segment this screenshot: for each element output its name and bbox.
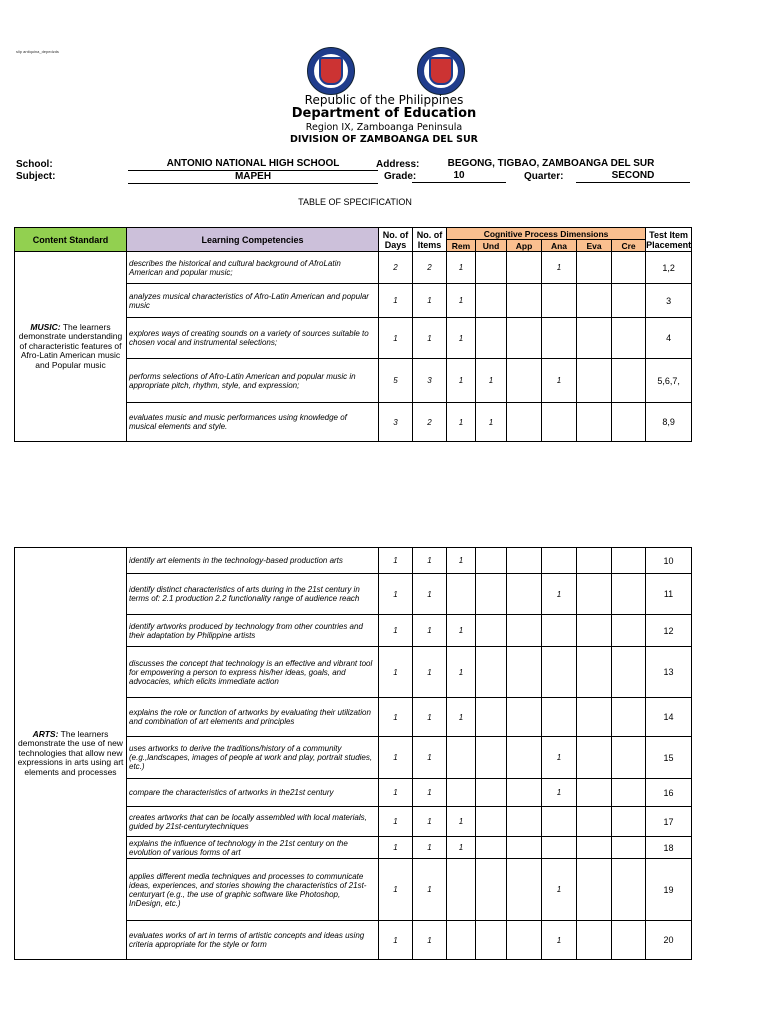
col-app: App xyxy=(507,240,542,252)
value-cell xyxy=(612,779,646,807)
header-region: Region IX, Zamboanga Peninsula xyxy=(305,122,463,133)
value-cell: 1 xyxy=(413,318,447,359)
value-cell xyxy=(476,318,507,359)
value-cell xyxy=(542,403,577,442)
value-cell xyxy=(612,647,646,698)
value-cell: 1 xyxy=(542,574,577,615)
value-cell xyxy=(542,647,577,698)
deped-seal-right xyxy=(417,47,465,95)
col-learning-competencies: Learning Competencies xyxy=(127,228,379,252)
col-content-standard: Content Standard xyxy=(15,228,127,252)
music-content-standard: MUSIC: The learners demonstrate understanding of characteristic features of Afro-Latin American music and Popular music xyxy=(15,252,127,442)
value-cell: 1 xyxy=(413,921,447,960)
value-cell xyxy=(476,574,507,615)
arts-spec-table xyxy=(14,547,692,960)
value-cell: 2 xyxy=(413,403,447,442)
value-cell xyxy=(577,615,612,647)
value-cell xyxy=(507,807,542,837)
value-cell: 1 xyxy=(447,698,476,737)
value-cell: 1 xyxy=(379,779,413,807)
value-cell: 1 xyxy=(379,548,413,574)
col-eva: Eva xyxy=(577,240,612,252)
value-cell xyxy=(476,779,507,807)
value-cell xyxy=(577,574,612,615)
value-cell xyxy=(612,737,646,779)
competency-cell: identify art elements in the technology-based production arts xyxy=(127,548,379,574)
value-cell xyxy=(476,647,507,698)
value-cell xyxy=(577,921,612,960)
address-value: BEGONG, TIGBAO, ZAMBOANGA DEL SUR xyxy=(447,158,655,169)
grade-label: Grade: xyxy=(384,171,417,182)
value-cell: 1 xyxy=(413,859,447,921)
value-cell xyxy=(542,698,577,737)
value-cell: 1 xyxy=(379,737,413,779)
value-cell: 1 xyxy=(379,615,413,647)
placement-cell: 20 xyxy=(646,921,692,960)
value-cell xyxy=(476,859,507,921)
value-cell: 1 xyxy=(379,837,413,859)
value-cell xyxy=(577,807,612,837)
value-cell xyxy=(577,252,612,284)
value-cell xyxy=(577,403,612,442)
value-cell: 1 xyxy=(447,615,476,647)
header-republic: Republic of the Philippines xyxy=(304,93,464,107)
value-cell xyxy=(507,615,542,647)
value-cell: 1 xyxy=(413,779,447,807)
value-cell xyxy=(507,921,542,960)
col-cre: Cre xyxy=(612,240,646,252)
subject-label: Subject: xyxy=(16,171,56,182)
competency-cell: identify artworks produced by technology from other countries and their adaptation by Philippine artists xyxy=(127,615,379,647)
value-cell xyxy=(542,615,577,647)
value-cell xyxy=(577,548,612,574)
competency-cell: creates artworks that can be locally assembled with local materials, guided by 21st-centurytechniques xyxy=(127,807,379,837)
value-cell: 1 xyxy=(379,647,413,698)
value-cell: 1 xyxy=(413,548,447,574)
value-cell: 1 xyxy=(413,615,447,647)
value-cell: 1 xyxy=(447,837,476,859)
value-cell xyxy=(577,647,612,698)
value-cell: 1 xyxy=(413,574,447,615)
competency-cell: performs selections of Afro-Latin American and popular music in appropriate pitch, rhythm, style, and expression; xyxy=(127,359,379,403)
col-test-placement: Test Item Placement xyxy=(646,229,692,250)
value-cell xyxy=(476,921,507,960)
competency-cell: explains the influence of technology in the 21st century on the evolution of various forms of art xyxy=(127,837,379,859)
value-cell xyxy=(507,318,542,359)
value-cell xyxy=(476,837,507,859)
competency-cell: compare the characteristics of artworks in the21st century xyxy=(127,779,379,807)
placement-cell: 16 xyxy=(646,779,692,807)
value-cell xyxy=(542,318,577,359)
value-cell xyxy=(577,737,612,779)
competency-cell: applies different media techniques and processes to communicate ideas, experiences, and stories showing the characteristics of 21st-centuryart (e.g., the use of graphic software like Photoshop, InDesign, etc.) xyxy=(127,859,379,921)
document-title: TABLE OF SPECIFICATION xyxy=(298,197,412,207)
placement-cell: 13 xyxy=(646,647,692,698)
value-cell: 1 xyxy=(542,252,577,284)
value-cell xyxy=(612,698,646,737)
table-row xyxy=(15,548,692,574)
competency-cell: uses artworks to derive the traditions/history of a community (e.g.,landscapes, images of people at work and play, portrait studies, etc.) xyxy=(127,737,379,779)
value-cell xyxy=(507,359,542,403)
value-cell: 1 xyxy=(447,252,476,284)
placement-cell: 5,6,7, xyxy=(646,359,692,403)
placement-cell: 12 xyxy=(646,615,692,647)
value-cell: 1 xyxy=(447,647,476,698)
quarter-label: Quarter: xyxy=(524,171,564,182)
competency-cell: analyzes musical characteristics of Afro-Latin American and popular music xyxy=(127,284,379,318)
value-cell xyxy=(507,647,542,698)
value-cell: 1 xyxy=(447,403,476,442)
value-cell: 1 xyxy=(447,284,476,318)
competency-cell: explores ways of creating sounds on a variety of sources suitable to chosen vocal and instrumental selections; xyxy=(127,318,379,359)
value-cell xyxy=(577,318,612,359)
value-cell xyxy=(542,807,577,837)
placement-cell: 11 xyxy=(646,574,692,615)
value-cell xyxy=(447,574,476,615)
value-cell xyxy=(507,403,542,442)
header-division: DIVISION OF ZAMBOANGA DEL SUR xyxy=(289,134,478,145)
subject-value: MAPEH xyxy=(128,170,378,184)
value-cell xyxy=(476,284,507,318)
value-cell xyxy=(476,698,507,737)
value-cell: 1 xyxy=(476,403,507,442)
value-cell xyxy=(507,574,542,615)
value-cell xyxy=(542,284,577,318)
col-und: Und xyxy=(476,240,507,252)
value-cell xyxy=(507,859,542,921)
value-cell xyxy=(577,284,612,318)
placement-cell: 14 xyxy=(646,698,692,737)
value-cell: 1 xyxy=(447,318,476,359)
value-cell: 1 xyxy=(542,737,577,779)
value-cell xyxy=(612,837,646,859)
table-row xyxy=(15,252,692,284)
quarter-value: SECOND xyxy=(576,170,690,183)
value-cell: 5 xyxy=(379,359,413,403)
value-cell: 1 xyxy=(447,807,476,837)
value-cell xyxy=(577,859,612,921)
value-cell xyxy=(476,737,507,779)
value-cell xyxy=(476,615,507,647)
value-cell: 1 xyxy=(379,859,413,921)
col-no-days: No. of Days xyxy=(379,228,413,252)
placement-cell: 15 xyxy=(646,737,692,779)
value-cell xyxy=(542,837,577,859)
placement-cell: 3 xyxy=(646,284,692,318)
value-cell: 1 xyxy=(413,698,447,737)
value-cell xyxy=(476,807,507,837)
value-cell xyxy=(577,779,612,807)
value-cell xyxy=(447,737,476,779)
value-cell: 1 xyxy=(379,318,413,359)
value-cell xyxy=(507,837,542,859)
placement-cell: 18 xyxy=(646,837,692,859)
value-cell xyxy=(612,359,646,403)
header-department: Department of Education xyxy=(291,106,477,121)
value-cell xyxy=(612,548,646,574)
value-cell: 3 xyxy=(413,359,447,403)
value-cell xyxy=(507,737,542,779)
deped-seal-left xyxy=(307,47,355,95)
placement-cell: 17 xyxy=(646,807,692,837)
value-cell: 1 xyxy=(413,837,447,859)
value-cell xyxy=(507,252,542,284)
competency-cell: describes the historical and cultural background of AfroLatin American and popular music; xyxy=(127,252,379,284)
value-cell: 1 xyxy=(542,859,577,921)
col-rem: Rem xyxy=(447,240,476,252)
placement-cell: 1,2 xyxy=(646,252,692,284)
competency-cell: discusses the concept that technology is an effective and vibrant tool for empowering a person to express his/her ideas, goals, and advocacies, which elicits immediate action xyxy=(127,647,379,698)
value-cell xyxy=(507,548,542,574)
value-cell xyxy=(447,921,476,960)
value-cell: 1 xyxy=(542,779,577,807)
value-cell xyxy=(447,859,476,921)
value-cell: 2 xyxy=(413,252,447,284)
value-cell: 1 xyxy=(447,548,476,574)
value-cell xyxy=(507,284,542,318)
value-cell: 1 xyxy=(542,359,577,403)
value-cell xyxy=(476,252,507,284)
value-cell: 1 xyxy=(542,921,577,960)
value-cell: 1 xyxy=(447,359,476,403)
grade-value: 10 xyxy=(412,170,506,183)
competency-cell: evaluates works of art in terms of artistic concepts and ideas using criteria appropriate for the style or form xyxy=(127,921,379,960)
value-cell: 1 xyxy=(413,737,447,779)
value-cell: 1 xyxy=(476,359,507,403)
col-ana: Ana xyxy=(542,240,577,252)
competency-cell: explains the role or function of artworks by evaluating their utilization and combination of art elements and principles xyxy=(127,698,379,737)
value-cell xyxy=(577,698,612,737)
value-cell xyxy=(476,548,507,574)
value-cell xyxy=(542,548,577,574)
placement-cell: 10 xyxy=(646,548,692,574)
value-cell xyxy=(612,318,646,359)
value-cell xyxy=(447,779,476,807)
school-label: School: xyxy=(16,159,53,170)
value-cell xyxy=(612,921,646,960)
value-cell xyxy=(507,779,542,807)
value-cell xyxy=(612,284,646,318)
value-cell: 1 xyxy=(413,647,447,698)
corner-note: slip antiquina_depedzds xyxy=(16,49,59,54)
value-cell: 1 xyxy=(379,284,413,318)
value-cell xyxy=(612,252,646,284)
value-cell: 1 xyxy=(379,698,413,737)
music-spec-table xyxy=(14,227,692,442)
col-cognitive-dimensions: Cognitive Process Dimensions xyxy=(447,228,646,240)
value-cell xyxy=(577,359,612,403)
value-cell: 1 xyxy=(413,807,447,837)
value-cell xyxy=(612,807,646,837)
arts-content-standard: ARTS: The learners demonstrate the use of new technologies that allow new expressions in arts using art elements and processes xyxy=(15,548,127,960)
value-cell: 1 xyxy=(379,807,413,837)
value-cell xyxy=(577,837,612,859)
value-cell xyxy=(612,574,646,615)
col-no-items: No. of Items xyxy=(413,228,447,252)
value-cell: 2 xyxy=(379,252,413,284)
placement-cell: 19 xyxy=(646,859,692,921)
competency-cell: evaluates music and music performances using knowledge of musical elements and style. xyxy=(127,403,379,442)
value-cell xyxy=(612,859,646,921)
placement-cell: 8,9 xyxy=(646,403,692,442)
value-cell: 1 xyxy=(379,574,413,615)
competency-cell: identify distinct characteristics of arts during in the 21st century in terms of: 2.1 production 2.2 functionality range of audience reach xyxy=(127,574,379,615)
placement-cell: 4 xyxy=(646,318,692,359)
value-cell: 3 xyxy=(379,403,413,442)
value-cell xyxy=(612,403,646,442)
value-cell: 1 xyxy=(413,284,447,318)
value-cell xyxy=(507,698,542,737)
school-value: ANTONIO NATIONAL HIGH SCHOOL xyxy=(166,158,340,169)
value-cell: 1 xyxy=(379,921,413,960)
address-label: Address: xyxy=(376,159,420,170)
value-cell xyxy=(612,615,646,647)
